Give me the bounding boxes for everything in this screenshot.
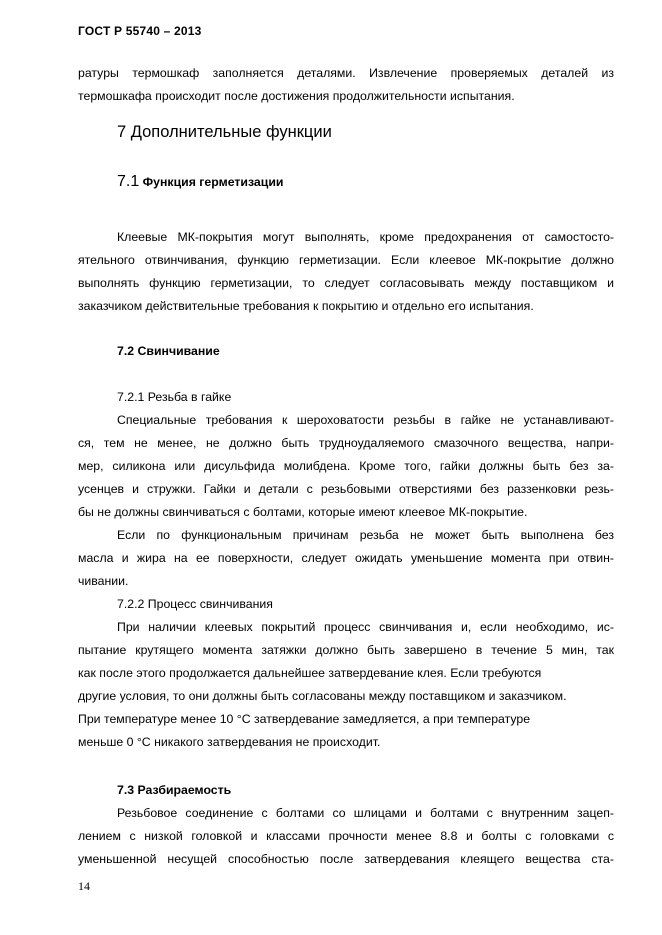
body-line: выполнять функцию герметизации, то следует согласовывать между поставщиком и	[78, 276, 614, 290]
body-line: ся, тем не менее, не должно быть трудноудаляемого смазочного вещества, напри-	[78, 436, 614, 450]
body-line: ятельного отвинчивания, функцию герметизации. Если клеевое МК-покрытие должно	[78, 253, 614, 267]
subsection-number: 7.1	[117, 173, 140, 190]
clause-heading: 7.2.1 Резьба в гайке	[117, 390, 232, 404]
body-line: Специальные требования к шероховатости резьбы в гайке не устанавливают-	[117, 413, 614, 427]
subsection-heading: 7.3 Разбираемость	[117, 783, 232, 797]
body-line: термошкафа происходит после достижения продолжительности испытания.	[78, 89, 515, 103]
subsection-title: Функция герметизации	[142, 175, 284, 189]
body-line: При температуре менее 10 °C затвердевание замедляется, а при температуре	[78, 712, 531, 726]
body-line: мер, силикона или дисульфида молибдена. Кроме того, гайки должны быть без за-	[78, 459, 614, 473]
body-line: Резьбовое соединение с болтами со шлицами и болтами с внутренним зацеп-	[117, 806, 614, 820]
body-line: усенцев и стружки. Гайки и детали с резьбовыми отверстиями без раззенковки резь-	[78, 482, 614, 496]
body-line: уменьшенной несущей способностью после затвердевания клеящего вещества ста-	[78, 852, 614, 866]
body-line: пытание крутящего момента затяжки должно быть завершено в течение 5 мин, так	[78, 643, 614, 657]
body-line: меньше 0 °C никакого затвердевания не происходит.	[78, 735, 381, 749]
body-line: как после этого продолжается дальнейшее затвердевание клея. Если требуются	[78, 666, 542, 680]
section-heading: 7 Дополнительные функции	[117, 123, 332, 141]
body-line: лением с низкой головкой и классами прочности менее 8.8 и болты с головками с	[78, 829, 614, 843]
document-header: ГОСТ Р 55740 – 2013	[78, 24, 202, 38]
body-line: чивании.	[78, 574, 129, 588]
body-line: заказчиком действительные требования к покрытию и отдельно его испытания.	[78, 299, 534, 313]
body-line: Клеевые МК-покрытия могут выполнять, кроме предохранения от самостосто-	[117, 230, 614, 244]
subsection-heading: 7.2 Свинчивание	[117, 344, 220, 358]
page-number: 14	[78, 879, 90, 893]
subsection-heading	[117, 173, 283, 191]
body-line: ратуры термошкаф заполняется деталями. Извлечение проверяемых деталей из	[78, 66, 614, 80]
body-line: другие условия, то они должны быть согласованы между поставщиком и заказчиком.	[78, 689, 567, 703]
body-line: Если по функциональным причинам резьба не может быть выполнена без	[117, 528, 614, 542]
body-line: масла и жира на ее поверхности, следует ожидать уменьшение момента при отвин-	[78, 551, 614, 565]
body-line: бы не должны свинчиваться с болтами, которые имеют клеевое МК-покрытие.	[78, 505, 528, 519]
body-line: При наличии клеевых покрытий процесс свинчивания и, если необходимо, ис-	[117, 620, 614, 634]
clause-heading: 7.2.2 Процесс свинчивания	[117, 597, 273, 611]
